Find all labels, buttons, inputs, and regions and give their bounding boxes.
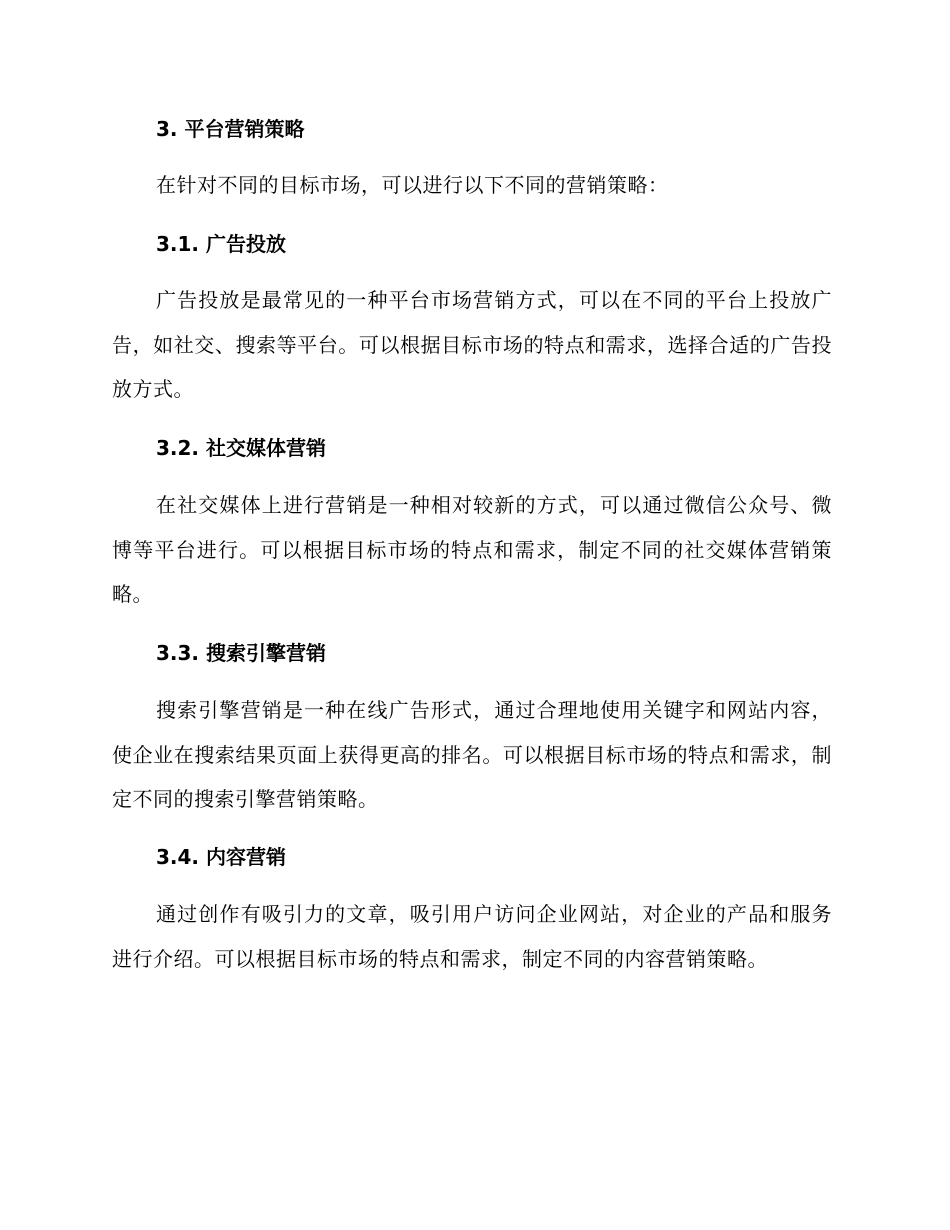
intro-paragraph: 在针对不同的目标市场，可以进行以下不同的营销策略： — [156, 173, 669, 197]
subsection-heading-search-engine: 3.3. 搜索引擎营销 — [156, 641, 326, 665]
section-heading-platform-marketing: 3. 平台营销策略 — [156, 117, 305, 141]
advertising-paragraph: 广告投放是最常见的一种平台市场营销方式，可以在不同的平台上投放广告，如社交、搜索等平台。可以根据目标市场的特点和需求，选择合适的广告投放方式。 — [112, 288, 832, 401]
subsection-heading-social-media: 3.2. 社交媒体营销 — [156, 436, 326, 460]
content-marketing-paragraph: 通过创作有吸引力的文章，吸引用户访问企业网站，对企业的产品和服务进行介绍。可以根据目标市场的特点和需求，制定不同的内容营销策略。 — [112, 902, 832, 971]
subsection-heading-advertising: 3.1. 广告投放 — [156, 232, 286, 256]
social-media-paragraph: 在社交媒体上进行营销是一种相对较新的方式，可以通过微信公众号、微博等平台进行。可以根据目标市场的特点和需求，制定不同的社交媒体营销策略。 — [112, 493, 832, 606]
subsection-heading-content: 3.4. 内容营销 — [156, 845, 286, 869]
search-engine-paragraph: 搜索引擎营销是一种在线广告形式，通过合理地使用关键字和网站内容，使企业在搜索结果页面上获得更高的排名。可以根据目标市场的特点和需求，制定不同的搜索引擎营销策略。 — [112, 698, 832, 811]
